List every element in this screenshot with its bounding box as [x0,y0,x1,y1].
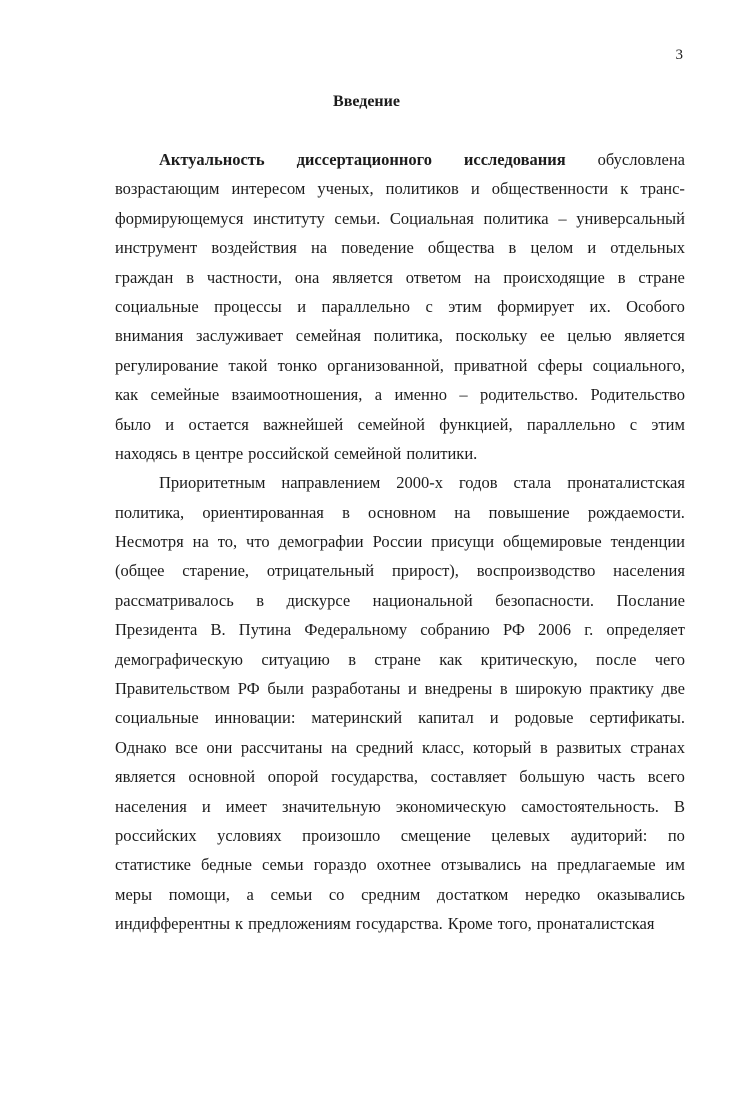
text-line [115,792,685,821]
word: дискурсе [286,590,351,610]
text-line [115,762,685,791]
word: семейной [333,443,402,463]
word: политика, [115,502,185,522]
word: – [459,385,468,405]
word: значительную [281,796,381,816]
word: имеет [225,796,267,816]
word: поскольку [455,326,528,346]
word: собранию [420,620,490,640]
word: опорой [267,767,319,787]
word: к [235,914,244,934]
word: (общее [115,561,165,581]
word: повышение [488,502,570,522]
word: и [297,296,307,316]
word: на [474,267,491,287]
word: в [256,590,265,610]
word: российской [248,443,329,463]
word: с [629,414,638,434]
word: семьи [270,884,313,904]
word: родовые [514,708,574,728]
word: нередко [525,884,581,904]
word: Особого [626,296,685,316]
text-line [115,204,685,233]
word: внедрены [424,679,493,699]
word: в [540,737,548,757]
word: политика [483,208,549,228]
word: в [186,267,194,287]
word: Правительством [115,679,230,699]
word: и [201,796,211,816]
word: семьи [261,855,304,875]
word: основной [188,767,256,787]
word: является [115,767,176,787]
word: этим [448,296,482,316]
word: определяет [606,620,685,640]
word: социальные [115,708,199,728]
word: по [667,825,685,845]
word: Социальная [389,208,474,228]
word: стране [638,267,685,287]
word: государства. [355,914,443,934]
word: регулирование [115,355,219,375]
word: формирующемуся [115,208,244,228]
word: со [328,884,345,904]
text-line [115,174,685,203]
word: оказывались [597,884,685,904]
word: Президента [115,620,198,640]
word: как [115,385,139,405]
word: меры [115,884,153,904]
word: России [372,532,423,552]
word: российских [115,825,197,845]
word: сертификаты. [589,708,685,728]
word: как [439,649,463,669]
word: семейные [150,385,220,405]
word: остается [188,414,249,434]
word: взаимоотношения, [231,385,363,405]
word: такой [228,355,268,375]
word: воспроизводство [476,561,596,581]
word: самостоятельность. [521,796,659,816]
word: то, [217,532,238,552]
word: инструмент [115,238,198,258]
word: в [348,649,357,669]
word: материнский [311,708,403,728]
word: организованной, [327,355,444,375]
text-line [115,850,685,879]
word: демографическую [115,649,243,669]
word: целью [567,326,612,346]
word: прирост), [391,561,459,581]
word: на [530,855,548,875]
word: Несмотря [115,532,184,552]
word: социальные [115,296,199,316]
word: и [470,179,480,199]
word: класс, [421,737,465,757]
word: политики. [406,443,478,463]
word: исследования [463,150,566,169]
word: рассматривалось [115,590,234,610]
word: родительство. [479,385,579,405]
text-line [115,321,685,350]
word: параллельно [526,414,616,434]
text-line [115,263,685,292]
word: на [192,532,209,552]
word: воздействия [211,238,297,258]
word: отдельных [610,238,685,258]
word: аудиторий: [570,825,648,845]
word: государства, [331,767,418,787]
word: инновации: [214,708,296,728]
word: В [673,796,685,816]
word: институту [253,208,325,228]
word: стране [374,649,421,669]
word: рождаемости. [587,502,685,522]
word: чего [654,649,685,669]
word: было [115,414,151,434]
section-heading: Введение [333,93,400,110]
word: статистике [115,855,191,875]
word: Приоритетным [159,473,266,493]
text-line [115,527,685,556]
word: смещение [400,825,471,845]
word: Послание [616,590,685,610]
word: развитых [556,737,622,757]
text-line [115,145,685,174]
word: именно [394,385,447,405]
word: Федеральному [304,620,408,640]
text-line [115,468,685,497]
word: важнейшей [263,414,344,434]
word: В. [210,620,226,640]
word: присущи [431,532,495,552]
word: формирует [497,296,575,316]
word: часть [597,767,636,787]
word: помощи, [168,884,230,904]
word: а [246,884,254,904]
word: на [331,737,348,757]
word: она [294,267,320,287]
word: общества [427,238,495,258]
word: семейная [295,326,361,346]
word: Путина [238,620,292,640]
word: средний [355,737,414,757]
word: обусловлена [597,150,685,169]
text-line [115,410,685,439]
word: охотнее [376,855,431,875]
word: Родительство [590,385,685,405]
word: им [665,855,685,875]
word: сферы [537,355,583,375]
text-line [115,821,685,850]
word: частности, [206,267,283,287]
word: 2006 [538,620,572,640]
word: приватной [454,355,528,375]
word: граждан [115,267,174,287]
word: с [425,296,433,316]
word: заслуживает [196,326,284,346]
word: Однако [115,737,167,757]
word: в [182,443,191,463]
word: внимания [115,326,184,346]
word: практику [589,679,654,699]
word: пронаталистская [536,914,655,934]
word: процессы [214,296,282,316]
word: Кроме [447,914,493,934]
word: ее [540,326,555,346]
word: целевых [491,825,551,845]
word: возрастающим [115,179,220,199]
text-line [115,909,685,938]
word: были [267,679,304,699]
word: демографии [278,532,364,552]
word: политиков [385,179,459,199]
word: семьи. [334,208,381,228]
text-line [115,498,685,527]
text-line [115,233,685,262]
word: национальной [372,590,473,610]
word: стала [513,473,552,493]
body-text [115,145,685,939]
word: индифферентны [115,914,231,934]
word: предлагаемые [557,855,656,875]
word: параллельно [321,296,411,316]
word: отзывались [440,855,521,875]
word: населения [613,561,685,581]
word: произошло [302,825,381,845]
word: годов [458,473,498,493]
word: является [332,267,393,287]
word: того, [497,914,532,934]
word: после [596,649,637,669]
word: а [374,385,383,405]
text-line [115,645,685,674]
word: экономическую [395,796,507,816]
word: населения [115,796,187,816]
word: пронаталистская [567,473,685,493]
word: они [206,737,233,757]
word: универсальный [576,208,685,228]
word: старение, [182,561,250,581]
word: две [661,679,685,699]
word: к [620,179,629,199]
word: безопасности. [495,590,595,610]
paragraph [115,468,685,938]
text-line [115,703,685,732]
word: и [165,414,175,434]
word: разработаны [311,679,401,699]
word: происходящие [503,267,605,287]
text-line [115,880,685,909]
word: политика, [373,326,443,346]
word: в [617,267,626,287]
text-line [115,292,685,321]
word: большую [519,767,585,787]
word: и [587,238,597,258]
word: в [508,238,517,258]
word: является [624,326,685,346]
word: интересом [231,179,306,199]
word: ориентированная [202,502,324,522]
word: на [310,238,328,258]
word: тенденции [610,532,685,552]
word: гораздо [313,855,367,875]
word: направлением [281,473,381,493]
word: основном [368,502,437,522]
word: и [408,679,417,699]
word: находясь [115,443,178,463]
word: странах [630,737,685,757]
word: отрицательный [266,561,375,581]
text-line [115,733,685,762]
word: предложениям [248,914,351,934]
word: – [558,208,567,228]
word: критическую, [480,649,578,669]
word: Актуальность [159,150,265,169]
word: широкую [515,679,582,699]
paragraph [115,145,685,468]
text-line [115,439,685,468]
word: целом [530,238,574,258]
word: который [472,737,532,757]
word: диссертационного [296,150,432,169]
word: всего [647,767,685,787]
word: все [175,737,198,757]
text-line [115,380,685,409]
word: РФ [237,679,260,699]
word: общемировые [503,532,602,552]
word: 2000-х [396,473,443,493]
text-line [115,615,685,644]
word: и [489,708,499,728]
text-line [115,586,685,615]
word: средним [361,884,421,904]
word: ситуацию [261,649,330,669]
word: центре [195,443,244,463]
word: транс- [640,179,685,199]
word: семейной [357,414,425,434]
word: ответом [405,267,462,287]
word: тонко [277,355,318,375]
word: общественности [491,179,609,199]
word: бедные [201,855,252,875]
word: г. [584,620,594,640]
word: рассчитаны [240,737,323,757]
word: составляет [430,767,507,787]
text-line [115,674,685,703]
word: этим [651,414,685,434]
word: в [342,502,350,522]
word: РФ [502,620,525,640]
word: условиях [217,825,282,845]
word: их. [589,296,611,316]
text-line [115,351,685,380]
word: в [499,679,508,699]
word: что [246,532,270,552]
word: поведение [341,238,414,258]
word: на [454,502,471,522]
word: ученых, [317,179,374,199]
word: функцией, [439,414,513,434]
text-line [115,556,685,585]
page-number: 3 [675,47,683,63]
word: достатком [436,884,509,904]
word: социального, [592,355,685,375]
word: капитал [418,708,474,728]
